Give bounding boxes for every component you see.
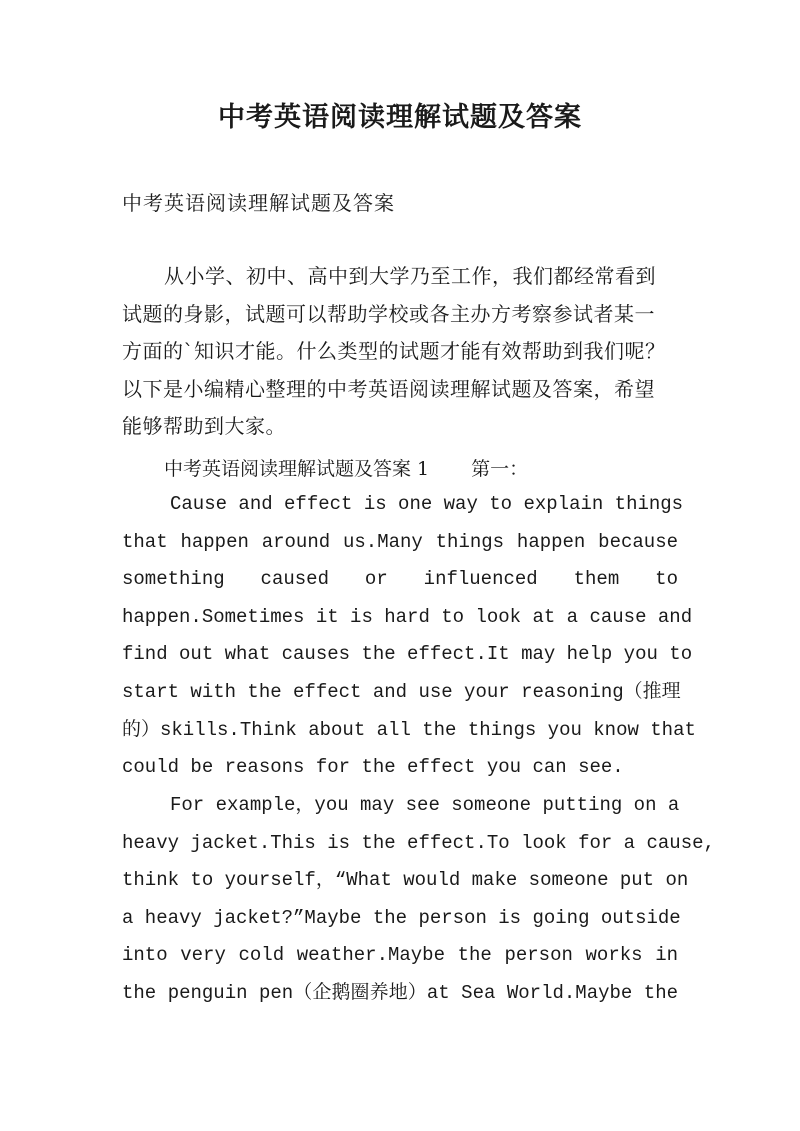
paragraph-line: happen.Sometimes it is hard to look at a cause and: [122, 605, 693, 628]
intro-line: 以下是小编精心整理的中考英语阅读理解试题及答案，希望: [122, 376, 655, 401]
paragraph-line: into very cold weather.Maybe the person works in: [122, 944, 678, 967]
paragraph-line: could be reasons for the effect you can see.: [122, 756, 624, 779]
intro-line: 试题的身影，试题可以帮助学校或各主办方考察参试者某一: [122, 301, 655, 326]
paragraph-line: start with the effect and use your reasoning（推理: [122, 680, 681, 703]
paragraph-line: For example，you may see someone putting on a: [170, 794, 680, 816]
paragraph-1: [122, 486, 696, 787]
section-part-label: 第一：: [471, 458, 529, 480]
document-title: 中考英语阅读理解试题及答案: [218, 102, 582, 133]
paragraph-line: 的）skills.Think about all the things you know that: [122, 718, 696, 741]
section-heading-text: 中考英语阅读理解试题及答案 1: [164, 458, 430, 480]
paragraph-line: think to yourself，“What would make someone put on: [122, 869, 689, 892]
intro-line: 能够帮助到大家。: [122, 414, 286, 438]
paragraph-line: that happen around us.Many things happen because: [122, 530, 678, 553]
intro-line: 方面的`知识才能。什么类型的试题才能有效帮助到我们呢？: [122, 339, 666, 363]
paragraph-line: find out what causes the effect.It may help you to: [122, 643, 693, 666]
intro-paragraph: [122, 258, 682, 446]
paragraph-line: heavy jacket.This is the effect.To look for a cause,: [122, 831, 715, 854]
intro-line: 从小学、初中、高中到大学乃至工作，我们都经常看到: [164, 264, 656, 288]
section-heading: [164, 452, 528, 486]
paragraph-line: Cause and effect is one way to explain things: [170, 493, 684, 515]
document-subtitle: 中考英语阅读理解试题及答案: [122, 191, 395, 215]
paragraph-2: [122, 787, 715, 1013]
paragraph-line: something caused or influenced them to: [122, 568, 678, 591]
paragraph-line: a heavy jacket?”Maybe the person is going outside: [122, 906, 681, 929]
paragraph-line: the penguin pen（企鹅圈养地）at Sea World.Maybe the: [122, 981, 678, 1004]
